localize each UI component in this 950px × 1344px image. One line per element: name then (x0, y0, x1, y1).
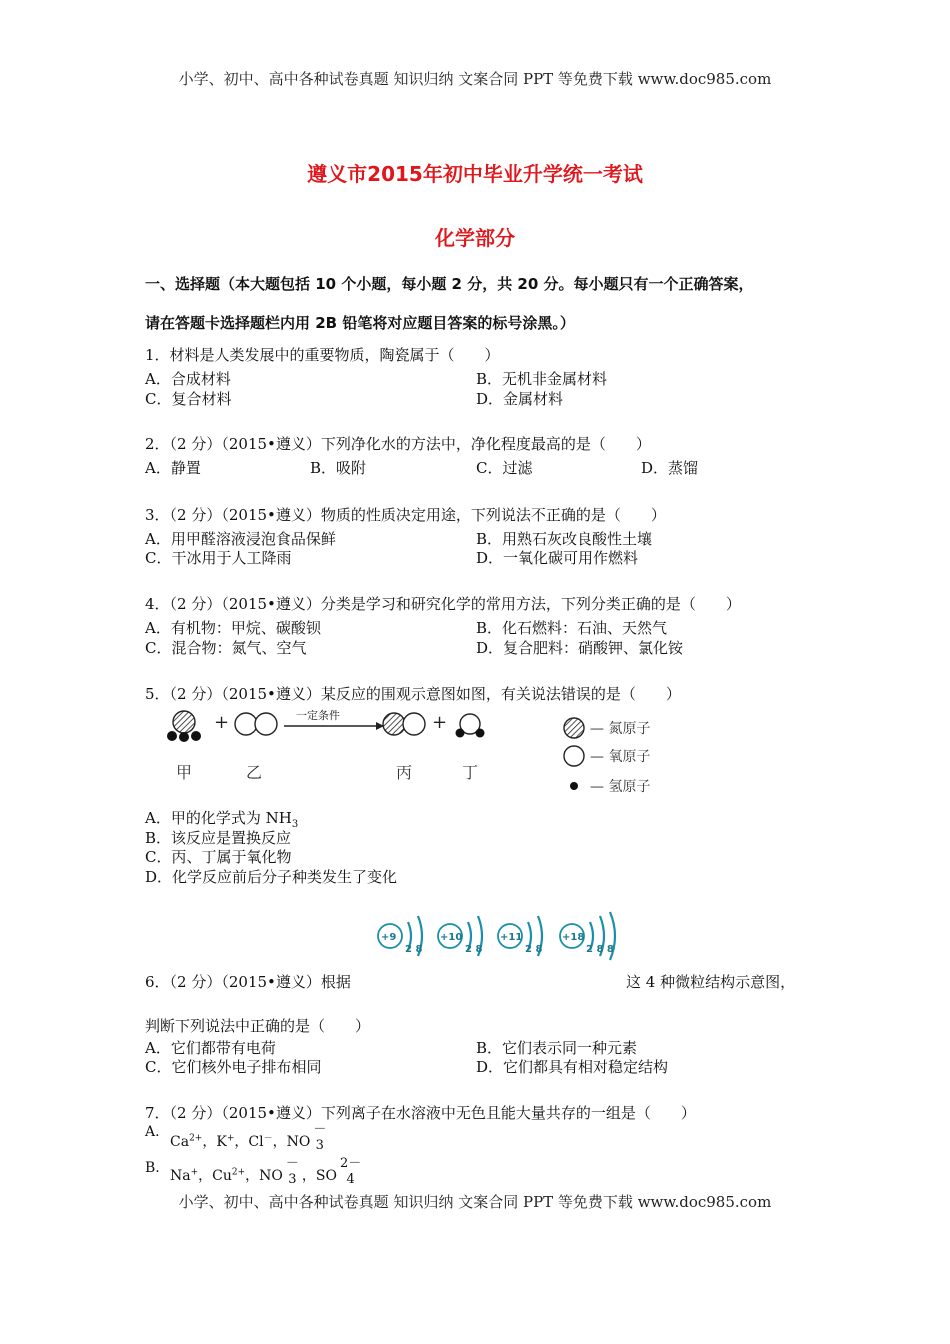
label-yi: 乙 (246, 763, 263, 782)
legend (564, 718, 650, 795)
plus-sign-2: + (432, 712, 448, 733)
question-6-stem-start: 6．（2 分）（2015•遵义）根据 (145, 973, 351, 991)
question-6-stem-line2: 判断下列说法中正确的是（ ） (145, 1017, 371, 1035)
question-2-option-b: B．吸附 (310, 459, 367, 477)
question-6-option-b: B．它们表示同一种元素 (476, 1039, 638, 1057)
question-2-option-a: A．静置 (145, 459, 201, 477)
question-1-stem: 1．材料是人类发展中的重要物质，陶瓷属于（ ） (145, 346, 500, 364)
page-subtitle: 化学部分 (435, 226, 515, 250)
question-1-option-c: C．复合材料 (145, 390, 232, 408)
molecule-ding (456, 714, 485, 738)
molecule-bing (383, 713, 425, 735)
atom-2-shells: 2 8 (465, 944, 483, 955)
question-1-option-a: A．合成材料 (145, 370, 231, 388)
question-3-stem: 3．（2 分）（2015•遵义）物质的性质决定用途，下列说法不正确的是（ ） (145, 506, 666, 524)
page-header: 小学、初中、高中各种试卷真题 知识归纳 文案合同 PPT 等免费下载 www.doc985.com (178, 70, 772, 88)
question-2-stem: 2．（2 分）（2015•遵义）下列净化水的方法中，净化程度最高的是（ ） (145, 435, 651, 453)
atom-3-nucleus: +11 (500, 932, 523, 943)
molecule-jia (167, 711, 201, 742)
reaction-diagram (160, 706, 700, 798)
question-4-option-d: D．复合肥料：硝酸钾、氯化铵 (476, 639, 684, 657)
atom-4-shells: 2 8 8 (586, 944, 614, 955)
question-2-option-c: C．过滤 (476, 459, 533, 477)
question-3-option-b: B．用熟石灰改良酸性土壤 (476, 530, 653, 548)
legend-hydrogen: — 氢原子 (590, 779, 651, 795)
question-6-stem-end: 这 4 种微粒结构示意图， (626, 973, 796, 991)
question-7-option-b-label: B. (145, 1160, 160, 1176)
reaction-condition: 一定条件 (296, 709, 340, 722)
label-jia: 甲 (176, 763, 193, 782)
atom-structure-diagram (372, 908, 624, 970)
question-7-option-a-label: A. (145, 1124, 160, 1140)
page-title: 遵义市2015年初中毕业升学统一考试 (307, 162, 643, 186)
atom-1-nucleus: +9 (381, 932, 397, 943)
page-footer: 小学、初中、高中各种试卷真题 知识归纳 文案合同 PPT 等免费下载 www.doc985.com (178, 1193, 772, 1211)
question-7-stem: 7．（2 分）（2015•遵义）下列离子在水溶液中无色且能大量共存的一组是（ ） (145, 1104, 696, 1122)
question-5-option-d: D．化学反应前后分子种类发生了变化 (145, 868, 398, 886)
section-heading-line2: 请在答题卡选择题栏内用 2B 铅笔将对应题目答案的标号涂黑。） (145, 314, 575, 332)
atom-2-nucleus: +10 (440, 932, 463, 943)
legend-oxygen: — 氧原子 (590, 749, 651, 765)
plus-sign: + (214, 712, 230, 733)
question-5-option-b: B．该反应是置换反应 (145, 829, 292, 847)
atom-4-nucleus: +18 (562, 932, 585, 943)
question-4-option-c: C．混合物：氮气、空气 (145, 639, 307, 657)
question-3-option-a: A．用甲醛溶液浸泡食品保鲜 (145, 530, 336, 548)
label-ding: 丁 (462, 763, 479, 782)
question-5-option-c: C．丙、丁属于氧化物 (145, 848, 292, 866)
question-4-option-a: A．有机物：甲烷、碳酸钡 (145, 619, 321, 637)
question-6-option-d: D．它们都具有相对稳定结构 (476, 1058, 669, 1076)
label-bing: 丙 (396, 763, 413, 782)
question-6-option-c: C．它们核外电子排布相同 (145, 1058, 322, 1076)
question-5-option-a: A．甲的化学式为 $NH_3$ (145, 809, 299, 830)
question-3-option-c: C．干冰用于人工降雨 (145, 549, 292, 567)
question-1-option-d: D．金属材料 (476, 390, 564, 408)
atom-1-shells: 2 8 (405, 944, 423, 955)
question-5-stem: 5．（2 分）（2015•遵义）某反应的围观示意图如图，有关说法错误的是（ ） (145, 685, 681, 703)
question-4-stem: 4．（2 分）（2015•遵义）分类是学习和研究化学的常用方法，下列分类正确的是（ ） (145, 595, 741, 613)
question-7-option-b: Na+，$Cu^{2+}$，NO － 3 ，SO 2－ 4 (170, 1156, 362, 1187)
question-4-option-b: B．化石燃料：石油、天然气 (476, 619, 668, 637)
legend-nitrogen: — 氮原子 (590, 721, 651, 737)
question-1-option-b: B．无机非金属材料 (476, 370, 608, 388)
section-heading-line1: 一、选择题（本大题包括 10 个小题，每小题 2 分，共 20 分。每小题只有一个正确答案， (145, 275, 754, 293)
question-3-option-d: D．一氧化碳可用作燃料 (476, 549, 639, 567)
question-2-option-d: D．蒸馏 (641, 459, 699, 477)
atom-3-shells: 2 8 (525, 944, 543, 955)
molecule-yi (235, 713, 277, 735)
question-6-option-a: A．它们都带有电荷 (145, 1039, 276, 1057)
question-7-option-a: $Ca^{2+}$，K+，Cl－，NO － 3 (170, 1122, 327, 1153)
